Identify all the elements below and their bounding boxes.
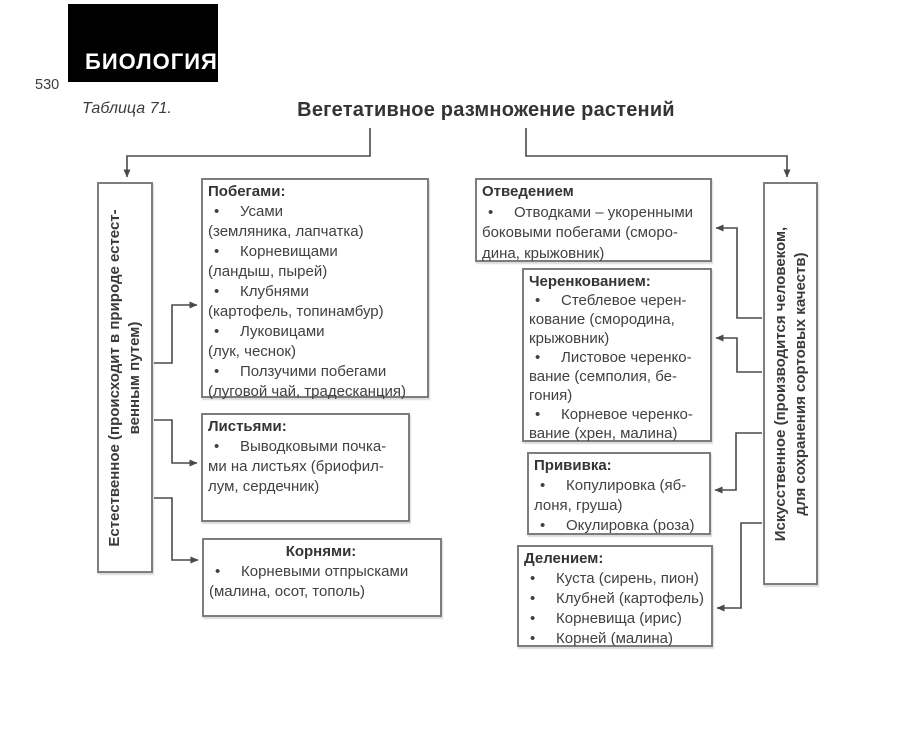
text-line-content: лоня, груша): [534, 497, 623, 514]
box-header: Прививка:: [534, 457, 612, 474]
branch-label-line: венным путем): [126, 321, 143, 434]
box-lines: [519, 569, 709, 649]
text-line: [203, 282, 425, 302]
page-number: 530: [35, 77, 60, 93]
text-line: [204, 562, 438, 582]
text-line-content: Стеблевое черен-: [561, 292, 687, 309]
category-box-cherenkovaniem: [522, 268, 712, 442]
box-lines: [203, 437, 406, 497]
connector-artificial-privivka: [715, 433, 762, 490]
text-line-content: лум, сердечник): [208, 478, 320, 495]
text-line-content: Корневища (ирис): [556, 610, 682, 627]
box-header: Делением:: [524, 550, 604, 567]
text-line: [203, 382, 425, 402]
text-line-content: (лук, чеснок): [208, 343, 296, 360]
text-line-content: крыжовник): [529, 330, 610, 347]
connector-title-to-artificial: [526, 128, 787, 177]
text-line-content: Клубнями: [240, 283, 309, 300]
bullet-marker: •: [214, 438, 220, 455]
connector-artificial-deleniem: [717, 523, 762, 608]
bullet-marker: •: [214, 283, 220, 300]
box-lines: [203, 202, 425, 402]
text-line: [203, 477, 406, 497]
text-line-content: Корневищами: [240, 243, 338, 260]
category-box-deleniem: [517, 545, 713, 647]
text-line-content: (луговой чай, традесканция): [208, 383, 407, 400]
box-header: Отведением: [482, 183, 574, 200]
bullet-marker: •: [488, 203, 494, 221]
category-box-kornyami: [202, 538, 442, 617]
branch-label-line: для сохранения сортовых качеств): [791, 251, 809, 516]
text-line-content: Клубней (картофель): [556, 590, 704, 607]
bullet-marker: •: [530, 590, 536, 607]
text-line: [203, 242, 425, 262]
text-line-content: боковыми побегами (сморо-: [482, 224, 679, 241]
bullet-marker: •: [214, 363, 220, 380]
box-header: Черенкованием:: [529, 273, 651, 290]
box-header: Побегами:: [208, 183, 286, 200]
text-line: [203, 302, 425, 322]
text-line: [477, 203, 708, 224]
category-box-pobegami: [201, 178, 429, 398]
text-line-content: вание (хрен, малина): [529, 425, 678, 442]
text-line: [524, 310, 708, 329]
bullet-marker: •: [530, 630, 536, 647]
branch-label-line: Естественное (происходит в природе естест-: [106, 208, 123, 547]
text-line: [519, 629, 709, 649]
branch-label-line: Искусственное (производится человеком,: [771, 226, 789, 541]
connector-natural-listyami: [154, 420, 197, 463]
branch-label-natural: [105, 209, 145, 546]
connector-natural-kornyami: [154, 498, 198, 560]
bullet-marker: •: [530, 570, 536, 587]
text-line-content: гония): [529, 387, 573, 404]
branch-box-artificial: [763, 182, 818, 585]
bullet-marker: •: [214, 243, 220, 260]
bullet-marker: •: [540, 517, 546, 534]
box-lines: [524, 291, 708, 443]
branch-label-artificial: [771, 226, 811, 540]
bullet-marker: •: [540, 477, 546, 494]
bullet-marker: •: [214, 203, 220, 220]
text-line-content: вание (семполия, бе-: [529, 368, 677, 385]
bullet-marker: •: [215, 563, 221, 580]
text-line-content: Корневое черенко-: [561, 406, 693, 423]
text-line: [524, 291, 708, 310]
text-line: [203, 437, 406, 457]
text-line: [529, 496, 707, 516]
text-line: [203, 322, 425, 342]
category-box-privivka: [527, 452, 711, 535]
text-line: [529, 516, 707, 536]
branch-box-natural: [97, 182, 153, 573]
box-header: Листьями:: [208, 418, 287, 435]
text-line-content: Копулировка (яб-: [566, 477, 687, 494]
category-box-listyami: [201, 413, 410, 522]
connector-artificial-cherenkovaniem: [716, 338, 762, 372]
box-lines: [477, 203, 708, 265]
text-line: [203, 342, 425, 362]
text-line-content: Корневыми отпрысками: [241, 563, 409, 580]
text-line: [203, 362, 425, 382]
connector-title-to-natural: [127, 128, 370, 177]
box-lines: [204, 562, 438, 602]
text-line: [203, 457, 406, 477]
text-line: [519, 569, 709, 589]
text-line: [519, 609, 709, 629]
text-line-content: Куста (сирень, пион): [556, 570, 699, 587]
text-line-content: дина, крыжовник): [482, 244, 605, 262]
text-line-content: Листовое черенко-: [561, 349, 692, 366]
text-line: [524, 424, 708, 443]
text-line-content: Ползучими побегами: [240, 363, 387, 380]
bullet-marker: •: [214, 323, 220, 340]
text-line: [204, 582, 438, 602]
text-line-content: (картофель, топинамбур): [208, 303, 384, 320]
diagram-title: Вегетативное размножение растений: [297, 99, 675, 121]
text-line-content: Выводковыми почка-: [240, 438, 387, 455]
text-line-content: Окулировка (роза): [566, 517, 695, 534]
text-line: [524, 367, 708, 386]
text-line-content: Усами: [240, 203, 284, 220]
connector-artificial-otvedeniem: [716, 228, 762, 318]
box-lines: [529, 476, 707, 536]
bullet-marker: •: [535, 292, 541, 309]
biology-banner-label: БИОЛОГИЯ: [85, 49, 218, 74]
text-line: [529, 476, 707, 496]
text-line: [524, 348, 708, 367]
table-label: Таблица 71.: [82, 100, 172, 117]
text-line-content: Отводками – укоренными: [514, 203, 694, 221]
text-line: [524, 386, 708, 405]
text-line: [203, 202, 425, 222]
bullet-marker: •: [535, 349, 541, 366]
text-line: [203, 222, 425, 242]
text-line: [477, 223, 708, 244]
text-line: [519, 589, 709, 609]
text-line-content: Корней (малина): [556, 630, 673, 647]
text-line-content: (земляника, лапчатка): [208, 223, 364, 240]
text-line-content: (малина, осот, тополь): [209, 583, 366, 600]
bullet-marker: •: [530, 610, 536, 627]
text-line: [524, 329, 708, 348]
category-box-otvedeniem: [475, 178, 712, 262]
text-line: [477, 244, 708, 265]
connector-natural-pobegami: [154, 305, 197, 363]
text-line: [203, 262, 425, 282]
bullet-marker: •: [535, 406, 541, 423]
text-line-content: (ландыш, пырей): [208, 263, 328, 280]
text-line: [524, 405, 708, 424]
box-header: Корнями:: [285, 543, 357, 560]
text-line-content: Луковицами: [240, 323, 325, 340]
text-line-content: ми на листьях (бриофил-: [208, 458, 384, 475]
text-line-content: кование (смородина,: [529, 311, 675, 328]
